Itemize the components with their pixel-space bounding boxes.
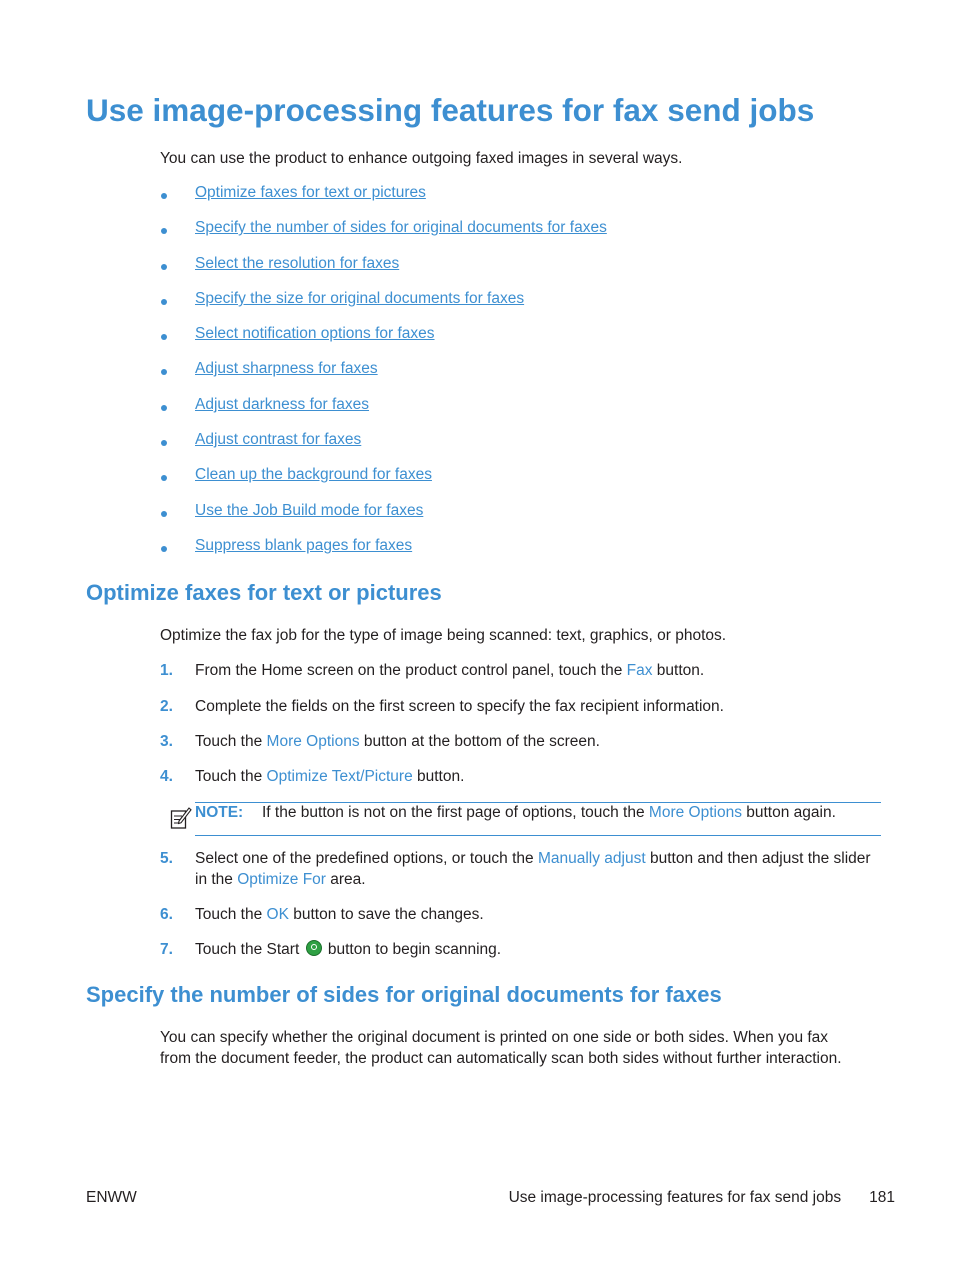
step-number: 4.: [160, 768, 173, 785]
toc-link-background[interactable]: Clean up the background for faxes: [195, 466, 432, 483]
bullet-icon: [161, 546, 167, 552]
bullet-icon: [161, 475, 167, 481]
intro-paragraph: You can use the product to enhance outgoing faxed images in several ways.: [160, 150, 683, 167]
step-text: Select one of the predefined options, or touch the Manually adjust button and then adjust the slider: [195, 850, 871, 867]
note-pencil-icon: [170, 806, 192, 830]
bullet-icon: [161, 264, 167, 270]
toc-link-job-build[interactable]: Use the Job Build mode for faxes: [195, 502, 424, 519]
step-text: Touch the Start button to begin scanning.: [195, 941, 502, 958]
footer-title: [509, 1189, 895, 1207]
toc-link-resolution[interactable]: Select the resolution for faxes: [195, 255, 400, 272]
bullet-icon: [161, 228, 167, 234]
footer-section-title: Use image-processing features for fax send jobs: [508, 1189, 842, 1206]
toc-link-size[interactable]: Specify the size for original documents for faxes: [195, 290, 525, 307]
bullet-icon: [161, 369, 167, 375]
bullet-icon: [161, 405, 167, 411]
more-options-ref: More Options: [648, 804, 742, 821]
step-number: 3.: [160, 733, 173, 750]
step-text: From the Home screen on the product control panel, touch the Fax button.: [195, 662, 705, 679]
step-text: Touch the More Options button at the bottom of the screen.: [195, 733, 600, 750]
step-text: Touch the Optimize Text/Picture button.: [195, 768, 465, 785]
toc-link-optimize[interactable]: Optimize faxes for text or pictures: [195, 184, 426, 201]
bullet-icon: [161, 193, 167, 199]
toc-link-contrast[interactable]: Adjust contrast for faxes: [195, 431, 362, 448]
toc-link-sides[interactable]: Specify the number of sides for original documents for faxes: [195, 219, 607, 236]
optimize-for-ref: Optimize For: [237, 871, 326, 888]
step-number: 1.: [160, 662, 173, 679]
more-options-ref: More Options: [266, 733, 360, 750]
section2-line2: from the document feeder, the product can automatically scan both sides without further interaction.: [160, 1050, 842, 1067]
section-intro: Optimize the fax job for the type of image being scanned: text, graphics, or photos.: [160, 627, 727, 644]
footer-label: ENWW: [86, 1189, 137, 1206]
section-heading-optimize: Optimize faxes for text or pictures: [86, 580, 442, 605]
step-text: Touch the OK button to save the changes.: [195, 906, 484, 923]
page-title: Use image-processing features for fax send jobs: [86, 92, 815, 128]
manually-adjust-ref: Manually adjust: [537, 850, 646, 867]
step-number: 2.: [160, 698, 173, 715]
toc-link-sharpness[interactable]: Adjust sharpness for faxes: [195, 360, 378, 377]
bullet-icon: [161, 334, 167, 340]
ok-button-ref: OK: [266, 906, 289, 923]
step-number: 5.: [160, 850, 173, 867]
bullet-icon: [161, 440, 167, 446]
step-number: 7.: [160, 941, 173, 958]
note-box: [195, 802, 881, 836]
bullet-icon: [161, 511, 167, 517]
step-text: Complete the fields on the first screen to specify the fax recipient information.: [195, 698, 724, 715]
toc-link-darkness[interactable]: Adjust darkness for faxes: [195, 396, 370, 413]
start-button-icon: [306, 940, 322, 956]
bullet-icon: [161, 299, 167, 305]
note-label: NOTE:: [195, 804, 244, 821]
toc-link-blank-pages[interactable]: Suppress blank pages for faxes: [195, 537, 413, 554]
step-number: 6.: [160, 906, 173, 923]
note-text: If the button is not on the first page of options, touch the More Options button again.: [262, 804, 836, 821]
optimize-text-picture-ref: Optimize Text/Picture: [266, 768, 413, 785]
section2-line1: You can specify whether the original document is printed on one side or both sides. When you fax: [160, 1029, 829, 1046]
step-text-line2: in the Optimize For area.: [195, 871, 366, 888]
fax-button-ref: Fax: [626, 662, 653, 679]
page-number: 181: [869, 1189, 895, 1206]
section-heading-sides: Specify the number of sides for original documents for faxes: [86, 982, 722, 1007]
toc-link-notification[interactable]: Select notification options for faxes: [195, 325, 435, 342]
